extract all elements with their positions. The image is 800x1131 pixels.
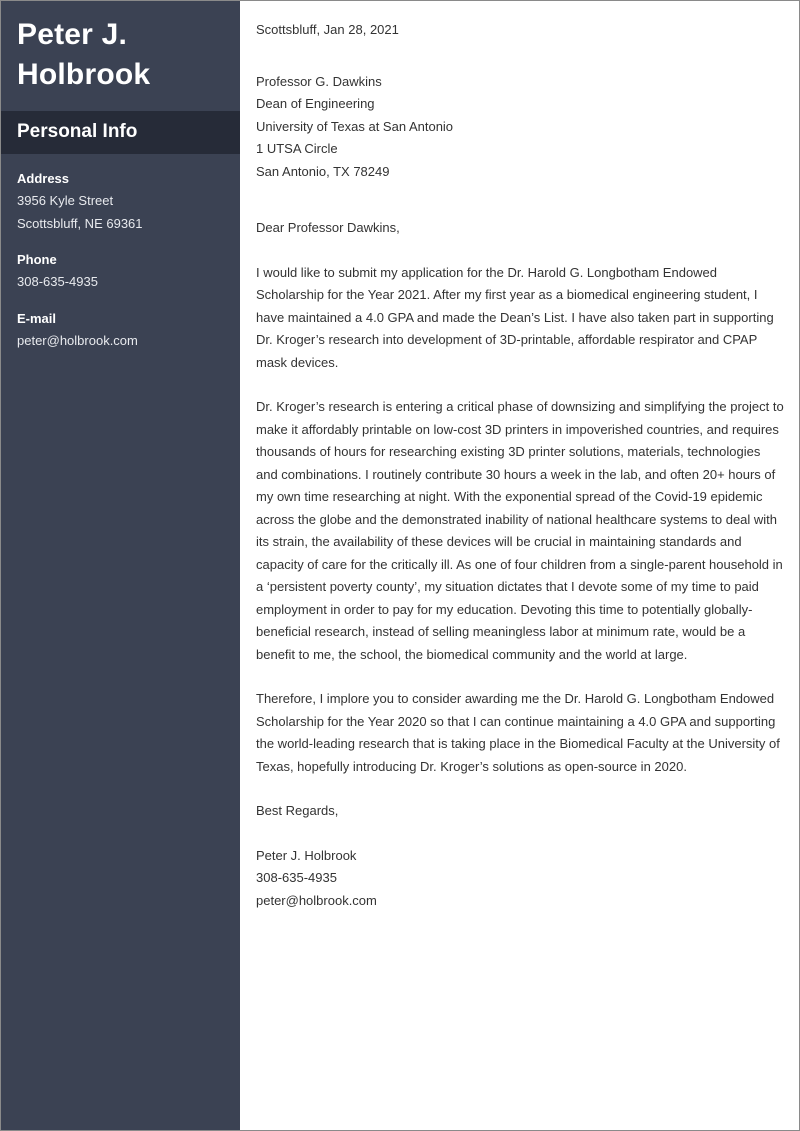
- personal-info-section-header: [1, 111, 240, 154]
- signature-email: peter@holbrook.com: [256, 892, 377, 908]
- phone-label: Phone: [17, 252, 57, 267]
- recipient-city-state-zip: San Antonio, TX 78249: [256, 163, 390, 179]
- personal-info-details: [1, 154, 240, 366]
- email-label: E-mail: [17, 310, 57, 326]
- detail-group-phone: [17, 249, 224, 294]
- personal-info-title: Personal Info: [17, 121, 138, 142]
- candidate-name-line-1: Peter J.: [17, 18, 127, 51]
- email-value: peter@holbrook.com: [17, 332, 138, 348]
- address-street: 3956 Kyle Street: [17, 193, 114, 208]
- letter-paragraph-1: I would like to submit my application for the Dr. Harold G. Longbotham Endowed Scholarship for the Year 2021. After my first year as a biomedical engineering student, I have maintained a 4.0 GPA and made the Dean’s List. I have also taken part in supporting Dr. Kroger’s research into development of 3D-printable, affordable respirator and CPAP mask devices.: [256, 264, 774, 370]
- recipient-name: Professor G. Dawkins: [256, 73, 382, 89]
- sidebar-filler: [1, 366, 240, 1130]
- recipient-address-block: [256, 71, 785, 184]
- signature-block: [256, 845, 785, 913]
- letter-paragraph-3: Therefore, I implore you to consider awarding me the Dr. Harold G. Longbotham Endowed Scholarship for the Year 2020 so that I can continue maintaining a 4.0 GPA and supporting the world-leading research that is taking place in the Biomedical Faculty at the University of Texas, hopefully introducing Dr. Kroger’s solutions as open-source in 2020.: [256, 691, 780, 774]
- recipient-street: 1 UTSA Circle: [256, 141, 338, 156]
- signature-phone: 308-635-4935: [256, 870, 337, 885]
- sidebar: [1, 1, 240, 1130]
- address-city-state-zip: Scottsbluff, NE 69361: [17, 215, 143, 231]
- letter-paragraph-2: Dr. Kroger’s research is entering a critical phase of downsizing and simplifying the project to make it affordably printable on low-cost 3D printers in impoverished countries, and requires thousands of hours for researching existing 3D printer solutions, materials, technologies and combinations. I routinely contribute 30 hours a week in the lab, and often 20+ hours of my own time researching at night. With the exponential spread of the Covid-19 epidemic across the globe and the demonstrated inability of national healthcare systems to deal with its strain, the availability of these devices will be crucial in maintaining standards and capacity of care for the critically ill. As one of four children from a single-parent household in a ‘persistent poverty county’, my situation dictates that I devote some of my time to paid employment in order to pay for my education. Devoting this time to potentially globally-beneficial research, instead of selling meaningless labor at minimum rate, would be a benefit to me, the school, the biomedical community and the world at large.: [256, 399, 784, 662]
- signature-name: Peter J. Holbrook: [256, 847, 357, 863]
- detail-group-email: [17, 308, 224, 353]
- letter-closing: Best Regards,: [256, 803, 339, 818]
- address-label: Address: [17, 171, 70, 186]
- recipient-organization: University of Texas at San Antonio: [256, 118, 454, 134]
- letter-body: [240, 1, 799, 1130]
- detail-group-address: [17, 168, 224, 235]
- letter-date: Scottsbluff, Jan 28, 2021: [256, 22, 399, 37]
- candidate-name-block: [1, 1, 240, 111]
- recipient-title: Dean of Engineering: [256, 96, 375, 111]
- phone-value: 308-635-4935: [17, 274, 98, 289]
- letter-salutation: Dear Professor Dawkins,: [256, 220, 400, 235]
- candidate-name-line-2: Holbrook: [17, 58, 151, 91]
